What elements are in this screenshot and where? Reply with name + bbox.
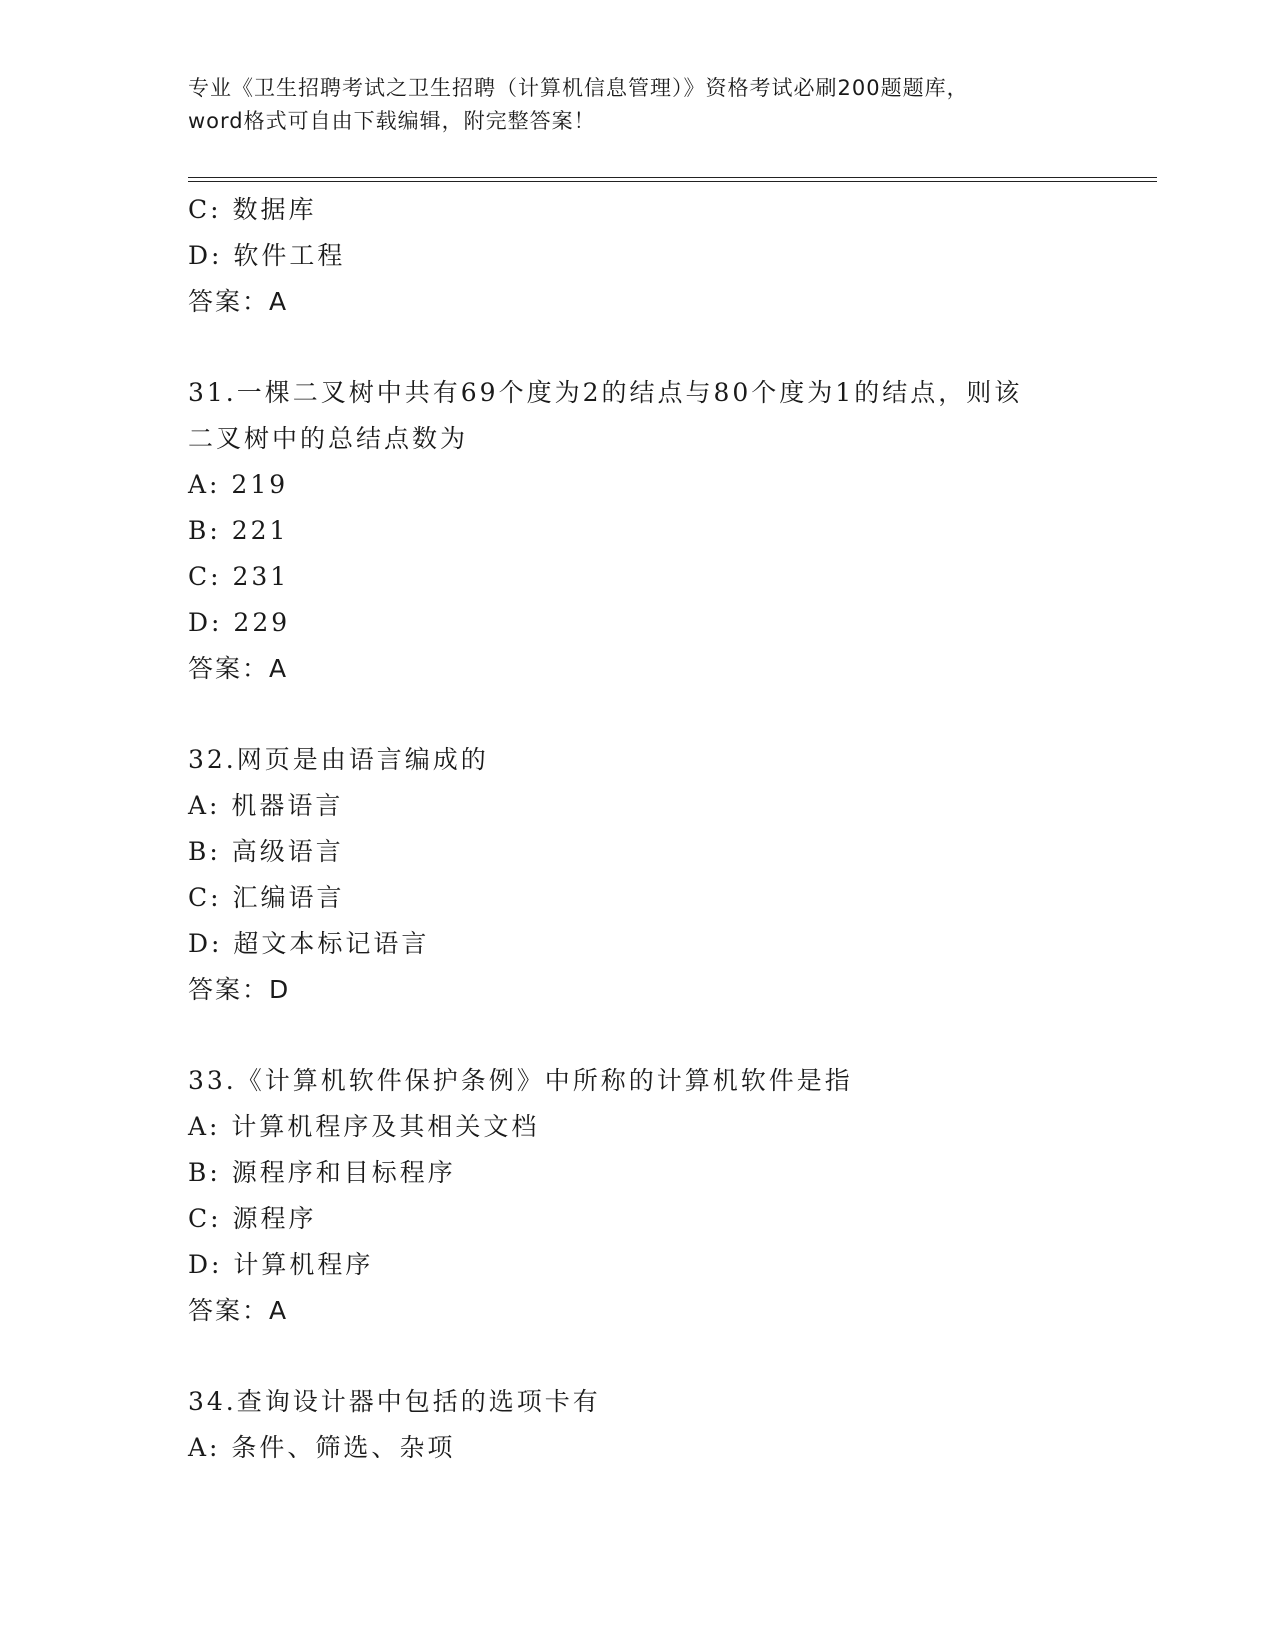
question-stem: 32.网页是由语言编成的 <box>188 745 489 774</box>
option-d: D: 计算机程序 <box>188 1250 374 1279</box>
option-b: B: 221 <box>188 516 289 545</box>
question-stem: 34.查询设计器中包括的选项卡有 <box>188 1387 601 1416</box>
question-31 <box>188 370 1088 692</box>
question-32 <box>188 737 1088 1013</box>
answer: 答案：A <box>188 654 289 683</box>
option-d: D: 超文本标记语言 <box>188 929 430 958</box>
option-b: B: 高级语言 <box>188 837 344 866</box>
option-a: A: 计算机程序及其相关文档 <box>188 1112 540 1141</box>
option-c: C: 源程序 <box>188 1204 317 1233</box>
header-line-2: word格式可自由下载编辑，附完整答案！ <box>188 109 596 133</box>
option-c: C: 汇编语言 <box>188 883 345 912</box>
question-stem: 33.《计算机软件保护条例》中所称的计算机软件是指 <box>188 1066 853 1095</box>
question-stem-line-1: 31.一棵二叉树中共有69个度为2的结点与80个度为1的结点，则该 <box>188 378 1023 407</box>
option-a: A: 机器语言 <box>188 791 344 820</box>
question-34 <box>188 1379 1088 1471</box>
document-header <box>188 72 1088 138</box>
question-33 <box>188 1058 1088 1334</box>
question-30 <box>188 187 1088 325</box>
answer: 答案：A <box>188 1296 289 1325</box>
answer: 答案：D <box>188 975 291 1004</box>
option-c: C: 数据库 <box>188 195 317 224</box>
option-b: B: 源程序和目标程序 <box>188 1158 456 1187</box>
question-stem-line-2: 二叉树中的总结点数为 <box>188 424 469 453</box>
header-line-1: 专业《卫生招聘考试之卫生招聘（计算机信息管理）》资格考试必刷200题题库， <box>188 76 969 100</box>
option-a: A: 219 <box>188 470 289 499</box>
option-c: C: 231 <box>188 562 290 591</box>
option-a: A: 条件、筛选、杂项 <box>188 1433 456 1462</box>
question-list <box>188 187 1088 1471</box>
option-d: D: 229 <box>188 608 291 637</box>
header-divider <box>188 177 1157 182</box>
answer: 答案：A <box>188 287 289 316</box>
option-d: D: 软件工程 <box>188 241 346 270</box>
